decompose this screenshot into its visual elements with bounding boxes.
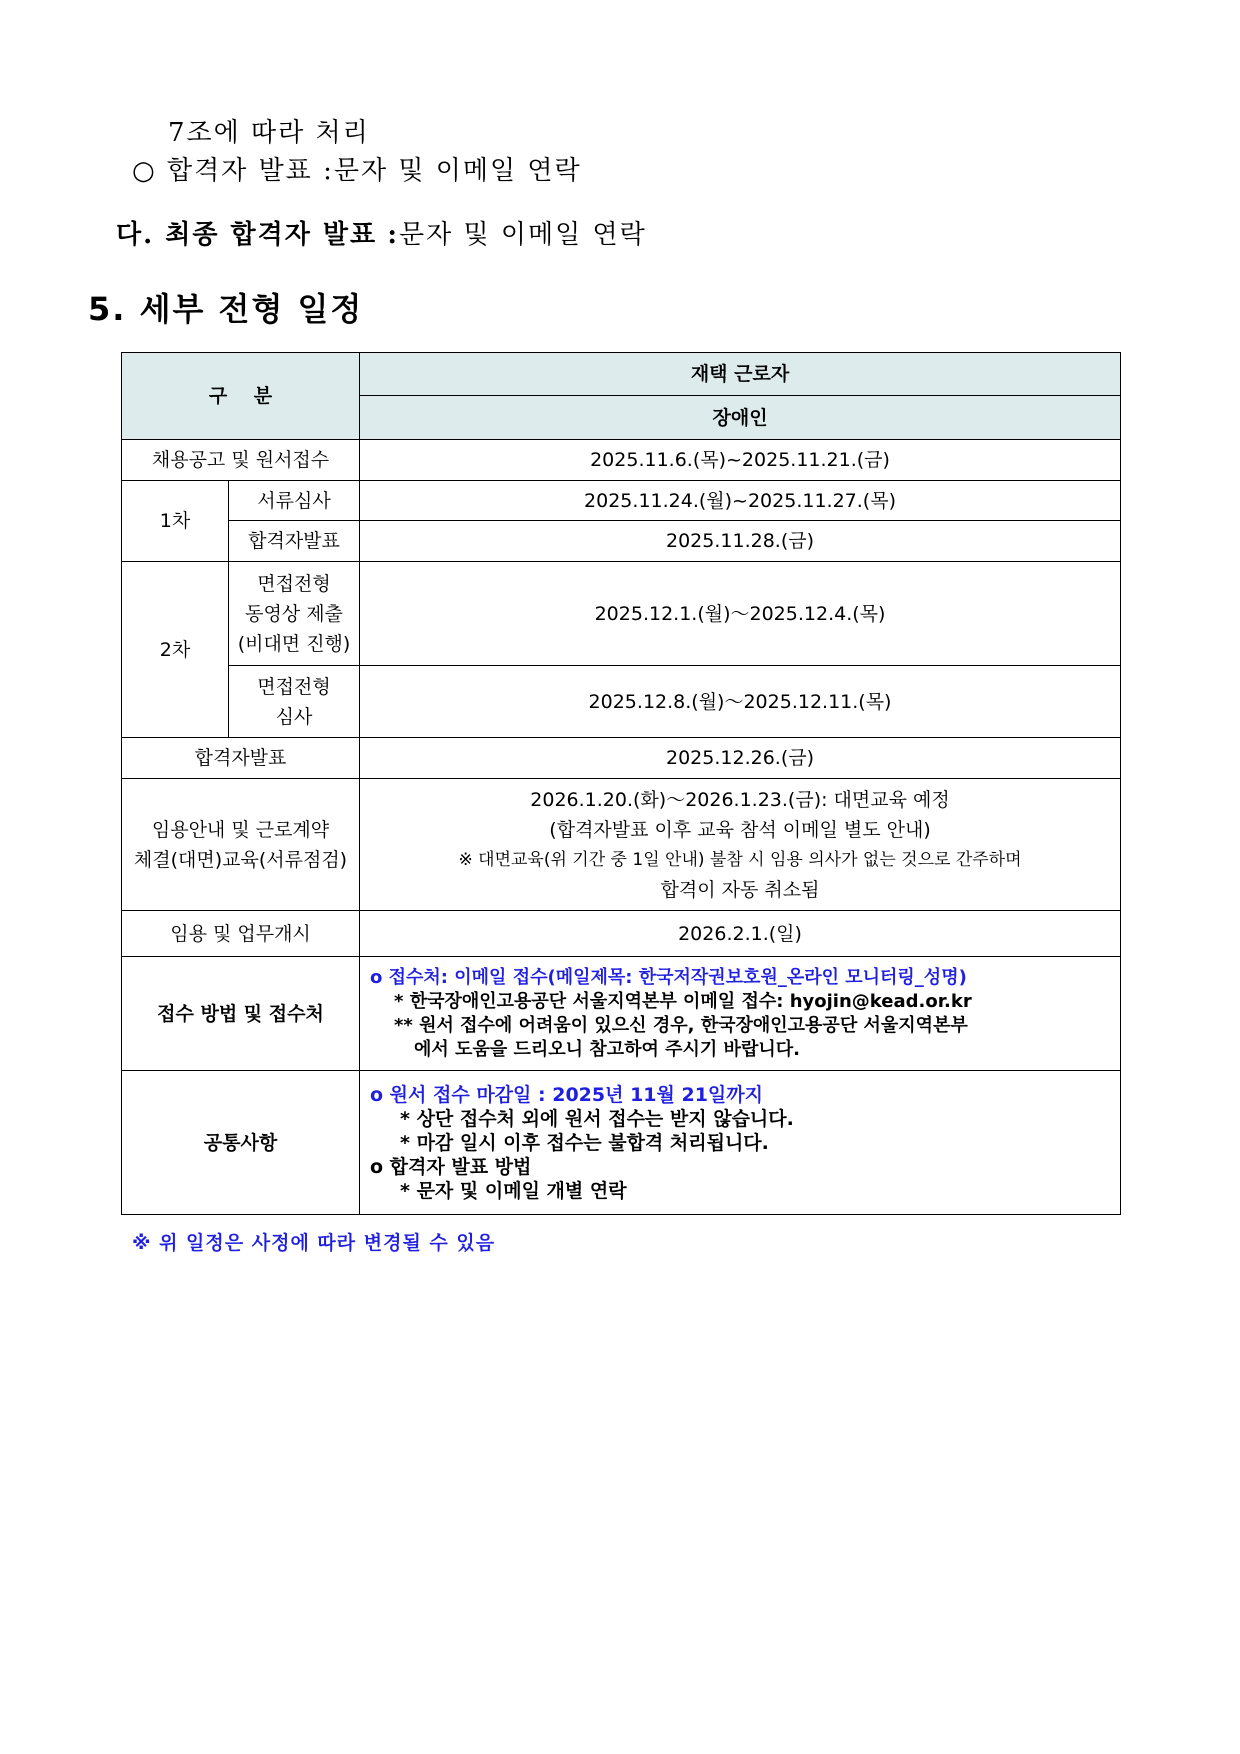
final-pass-value: 2025.12.26.(금) (360, 738, 1121, 779)
stage1-doc-value: 2025.11.24.(월)~2025.11.27.(목) (360, 481, 1121, 521)
submit-value (360, 957, 1121, 1071)
submit-line-1: o 접수처: 이메일 접수(메일제목: 한국저작권보호원_온라인 모니터링_성명) (370, 966, 967, 988)
common-line-1: o 원서 접수 마감일 : 2025년 11월 21일까지 (370, 1083, 763, 1106)
edu-value-3: ※ 대면교육(위 기간 중 1일 안내) 불참 시 임용 의사가 없는 것으로 간주하며 (458, 849, 1022, 870)
recruit-label: 채용공고 및 원서접수 (122, 440, 360, 481)
submit-label: 접수 방법 및 접수처 (122, 957, 360, 1071)
circle-bullet-icon: ○ (132, 156, 157, 186)
intro-line-2-sep: : (323, 156, 334, 186)
stage2-video-label-1: 면접전형 (257, 572, 331, 595)
common-line-2: * 상단 접수처 외에 원서 접수는 받지 않습니다. (400, 1107, 794, 1130)
intro-line-2 (132, 150, 582, 187)
stage2-video-value: 2025.12.1.(월)～2025.12.4.(목) (360, 562, 1121, 666)
schedule-footnote: ※ 위 일정은 사정에 따라 변경될 수 있음 (132, 1232, 496, 1254)
edu-value-1: 2026.1.20.(화)～2026.1.23.(금): 대면교육 예정 (530, 788, 950, 811)
stage2-review-label-1: 면접전형 (257, 675, 331, 698)
section-heading: 5. 세부 전형 일정 (88, 290, 364, 328)
stage1-label: 1차 (122, 481, 229, 562)
final-announcement-text: 문자 및 이메일 연락 (399, 220, 647, 250)
edu-label-2: 체결(대면)교육(서류점검) (133, 848, 348, 871)
stage2-review-label (229, 666, 360, 738)
intro-line-1: 7조에 따라 처리 (168, 118, 370, 148)
stage1-pass-label: 합격자발표 (229, 521, 360, 562)
common-line-5: * 문자 및 이메일 개별 연락 (400, 1179, 627, 1202)
final-announcement-label: 다. 최종 합격자 발표 (116, 220, 378, 250)
final-pass-label: 합격자발표 (122, 738, 360, 779)
header-sub: 장애인 (360, 396, 1121, 440)
intro-line-2-text: 문자 및 이메일 연락 (333, 156, 582, 186)
submit-line-2: * 한국장애인고용공단 서울지역본부 이메일 접수: hyojin@kead.or.kr (394, 990, 972, 1012)
schedule-table (121, 352, 1121, 1215)
submit-line-4: 에서 도움을 드리오니 참고하여 주시기 바랍니다. (414, 1038, 800, 1060)
header-group: 재택 근로자 (360, 353, 1121, 396)
intro-line-2-label: 합격자 발표 (166, 156, 313, 186)
stage1-pass-value: 2025.11.28.(금) (360, 521, 1121, 562)
stage2-video-label-3: (비대면 진행) (237, 632, 351, 655)
stage1-doc-label: 서류심사 (229, 481, 360, 521)
header-category: 구 분 (122, 353, 360, 440)
intro-line-3-sep: : (387, 220, 400, 250)
common-line-4: o 합격자 발표 방법 (370, 1155, 532, 1178)
submit-line-3: ** 원서 접수에 어려움이 있으신 경우, 한국장애인고용공단 서울지역본부 (394, 1014, 968, 1036)
start-label: 임용 및 업무개시 (122, 911, 360, 957)
stage2-video-label-2: 동영상 제출 (245, 602, 343, 625)
recruit-value: 2025.11.6.(목)~2025.11.21.(금) (360, 440, 1121, 481)
common-line-3: * 마감 일시 이후 접수는 불합격 처리됩니다. (400, 1131, 769, 1154)
start-value: 2026.2.1.(일) (360, 911, 1121, 957)
stage2-label: 2차 (122, 562, 229, 738)
intro-line-3 (116, 214, 647, 251)
stage2-review-label-2: 심사 (275, 705, 313, 728)
stage2-review-value: 2025.12.8.(월)～2025.12.11.(목) (360, 666, 1121, 738)
edu-value-4: 합격이 자동 취소됨 (660, 878, 820, 901)
edu-value (360, 779, 1121, 911)
edu-label (122, 779, 360, 911)
stage2-video-label (229, 562, 360, 666)
common-label: 공통사항 (122, 1071, 360, 1215)
edu-value-2: (합격자발표 이후 교육 참석 이메일 별도 안내) (549, 818, 931, 841)
common-value (360, 1071, 1121, 1215)
edu-label-1: 임용안내 및 근로계약 (151, 818, 330, 841)
